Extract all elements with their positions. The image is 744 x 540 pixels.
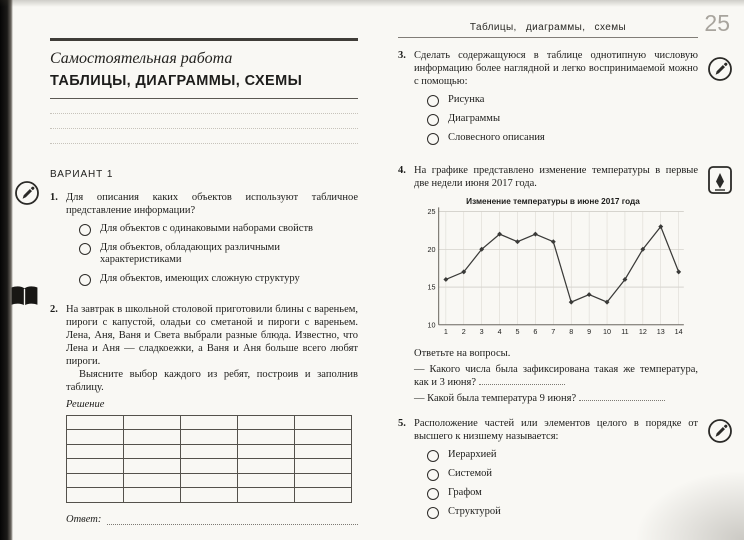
options-list xyxy=(414,94,698,145)
answer-option[interactable] xyxy=(427,132,698,145)
question-text: Расположение частей или элементов целого в порядке от высшего к низшему называется: xyxy=(414,418,698,443)
option-label: Диаграммы xyxy=(448,113,501,124)
svg-text:25: 25 xyxy=(427,207,436,217)
radio-circle[interactable] xyxy=(79,243,91,255)
radio-circle[interactable] xyxy=(427,488,439,500)
svg-text:6: 6 xyxy=(533,327,538,337)
question-number: 5. xyxy=(398,418,406,430)
option-label: Структурой xyxy=(448,506,501,518)
solution-label: Решение xyxy=(66,398,105,410)
solution-table-cell[interactable] xyxy=(295,430,352,445)
questions-intro: Ответьте на вопросы. xyxy=(414,348,511,360)
solution-table-cell[interactable] xyxy=(238,488,295,503)
question-body xyxy=(414,164,698,405)
solution-table-cell[interactable] xyxy=(238,430,295,445)
book-spine-edge xyxy=(0,0,13,540)
question-number: 1. xyxy=(50,191,58,203)
running-header-rule xyxy=(398,37,698,38)
question-body xyxy=(66,191,358,292)
option-label: Иерархией xyxy=(448,449,497,461)
answer-label: Ответ: xyxy=(66,513,102,525)
svg-text:2: 2 xyxy=(461,327,466,337)
radio-circle[interactable] xyxy=(427,114,439,126)
answer-dotted-line[interactable] xyxy=(107,515,358,525)
pen-in-circle-icon xyxy=(707,56,733,82)
answer-dotted-line[interactable] xyxy=(479,376,565,385)
solution-table-cell[interactable] xyxy=(238,415,295,430)
solution-table-cell[interactable] xyxy=(238,473,295,488)
svg-text:14: 14 xyxy=(674,327,683,337)
svg-text:9: 9 xyxy=(587,327,592,337)
solution-table-cell[interactable] xyxy=(124,488,181,503)
solution-table-cell[interactable] xyxy=(238,459,295,474)
radio-circle[interactable] xyxy=(427,95,439,107)
solution-table-cell[interactable] xyxy=(124,459,181,474)
question-text: На графике представлено изменение температуры в первые две недели июня 2017 года. xyxy=(414,165,698,189)
answer-option[interactable] xyxy=(427,449,698,462)
question-task-text: Выясните выбор каждого из ребят, построив и заполнив таблицу. xyxy=(66,368,358,393)
question-number: 2. xyxy=(50,303,58,315)
svg-text:13: 13 xyxy=(656,327,665,337)
solution-table-cell[interactable] xyxy=(181,415,238,430)
solution-table-cell[interactable] xyxy=(124,415,181,430)
page-top-shadow xyxy=(0,0,744,7)
solution-table-cell[interactable] xyxy=(67,430,124,445)
solution-table-container xyxy=(66,415,358,503)
pen-in-circle-icon xyxy=(707,418,733,444)
sub-question xyxy=(414,392,698,405)
page-title: ТАБЛИЦЫ, ДИАГРАММЫ, СХЕМЫ xyxy=(50,72,303,89)
sub-question xyxy=(414,363,698,389)
page-number: 25 xyxy=(704,10,730,36)
option-label: Для объектов, имеющих сложную структуру xyxy=(100,272,300,284)
answer-dotted-line[interactable] xyxy=(579,392,665,401)
radio-circle[interactable] xyxy=(427,507,439,519)
solution-table-cell[interactable] xyxy=(238,444,295,459)
options-list xyxy=(66,223,358,286)
option-label: Для объектов с одинаковыми наборами свойств xyxy=(100,222,314,234)
solution-table-cell[interactable] xyxy=(124,473,181,488)
option-label: Рисунка xyxy=(448,94,485,105)
solution-table-cell[interactable] xyxy=(181,430,238,445)
ruled-line xyxy=(50,143,358,144)
solution-table-cell[interactable] xyxy=(295,459,352,474)
svg-text:15: 15 xyxy=(427,282,436,292)
variant-label: ВАРИАНТ 1 xyxy=(50,168,114,180)
answer-option[interactable] xyxy=(79,242,358,267)
solution-table-cell[interactable] xyxy=(181,459,238,474)
answer-option[interactable] xyxy=(427,94,698,107)
option-label: Графом xyxy=(448,487,482,499)
right-column xyxy=(398,49,698,525)
solution-table-cell[interactable] xyxy=(181,473,238,488)
question-text: Сделать содержащуюся в таблице однотипную числовую информацию более наглядной и легко воспринимаемой можно с помощью: xyxy=(414,50,698,87)
svg-text:4: 4 xyxy=(497,327,502,337)
option-label: Для объектов, обладающих различными характеристиками xyxy=(100,241,280,265)
solution-table-cell[interactable] xyxy=(67,488,124,503)
running-header: Таблицы, диаграммы, схемы xyxy=(469,22,627,33)
answer-option[interactable] xyxy=(427,113,698,126)
pen-in-circle-icon xyxy=(14,180,40,206)
svg-text:3: 3 xyxy=(479,327,484,337)
left-column xyxy=(50,38,358,525)
svg-text:8: 8 xyxy=(569,327,574,337)
radio-circle[interactable] xyxy=(427,450,439,462)
question-3 xyxy=(398,49,698,151)
solution-table-cell[interactable] xyxy=(67,444,124,459)
svg-text:12: 12 xyxy=(638,327,647,337)
sub-questions xyxy=(414,363,698,405)
answer-option[interactable] xyxy=(79,273,358,286)
question-number: 3. xyxy=(398,50,406,61)
radio-circle[interactable] xyxy=(79,274,91,286)
svg-text:7: 7 xyxy=(551,327,556,337)
svg-text:10: 10 xyxy=(427,320,436,330)
svg-text:20: 20 xyxy=(427,244,436,254)
solution-table-cell[interactable] xyxy=(181,444,238,459)
writing-task-icon xyxy=(707,165,733,195)
solution-table-cell[interactable] xyxy=(295,488,352,503)
solution-table-cell[interactable] xyxy=(295,444,352,459)
svg-text:11: 11 xyxy=(621,327,629,337)
question-4 xyxy=(398,164,698,405)
solution-table-cell[interactable] xyxy=(181,488,238,503)
sub-question-text: — Какой была температура 9 июня? xyxy=(414,393,579,405)
svg-text:1: 1 xyxy=(443,327,448,337)
answer-line xyxy=(66,514,358,525)
question-number: 4. xyxy=(398,165,406,176)
solution-table-cell[interactable] xyxy=(124,430,181,445)
sub-question-text: — Какого числа была зафиксирована такая же температура, как и 3 июня? xyxy=(414,364,698,389)
question-body xyxy=(66,303,358,525)
header-rule-thick xyxy=(50,38,358,41)
ruled-line xyxy=(50,113,358,114)
svg-text:10: 10 xyxy=(603,327,612,337)
svg-text:Изменение температуры в июне 2: Изменение температуры в июне 2017 года xyxy=(466,196,640,206)
question-1 xyxy=(50,191,358,292)
radio-circle[interactable] xyxy=(427,133,439,145)
solution-table-cell[interactable] xyxy=(67,459,124,474)
question-body xyxy=(414,49,698,151)
answer-option[interactable] xyxy=(79,223,358,236)
header-rule-thin xyxy=(50,98,358,99)
radio-circle[interactable] xyxy=(79,224,91,236)
solution-table-cell[interactable] xyxy=(67,473,124,488)
page-corner-shadow xyxy=(634,470,744,540)
solution-table-cell[interactable] xyxy=(67,415,124,430)
solution-table xyxy=(66,415,352,503)
question-text: Для описания каких объектов используют табличное представление информации? xyxy=(66,191,358,216)
open-book-icon xyxy=(9,284,40,309)
solution-table-cell[interactable] xyxy=(124,444,181,459)
question-2 xyxy=(50,303,358,525)
option-label: Системой xyxy=(448,468,493,480)
solution-table-cell[interactable] xyxy=(295,415,352,430)
option-label: Словесного описания xyxy=(448,132,545,143)
svg-text:5: 5 xyxy=(515,327,520,337)
solution-table-cell[interactable] xyxy=(295,473,352,488)
ruled-line xyxy=(50,128,358,129)
radio-circle[interactable] xyxy=(427,469,439,481)
question-text: На завтрак в школьной столовой приготовили блины с вареньем, пироги с капустой, оладьи со сметаной и пироги с вареньем. Лена, Аня, Ваня и Света выбрали разные блюда. Известно, что Лена и Аня — сладкоежки, а Ваня и Аня больше всего любят пироги. xyxy=(66,303,358,367)
section-label: Самостоятельная работа xyxy=(50,49,233,67)
temperature-chart xyxy=(416,195,690,339)
